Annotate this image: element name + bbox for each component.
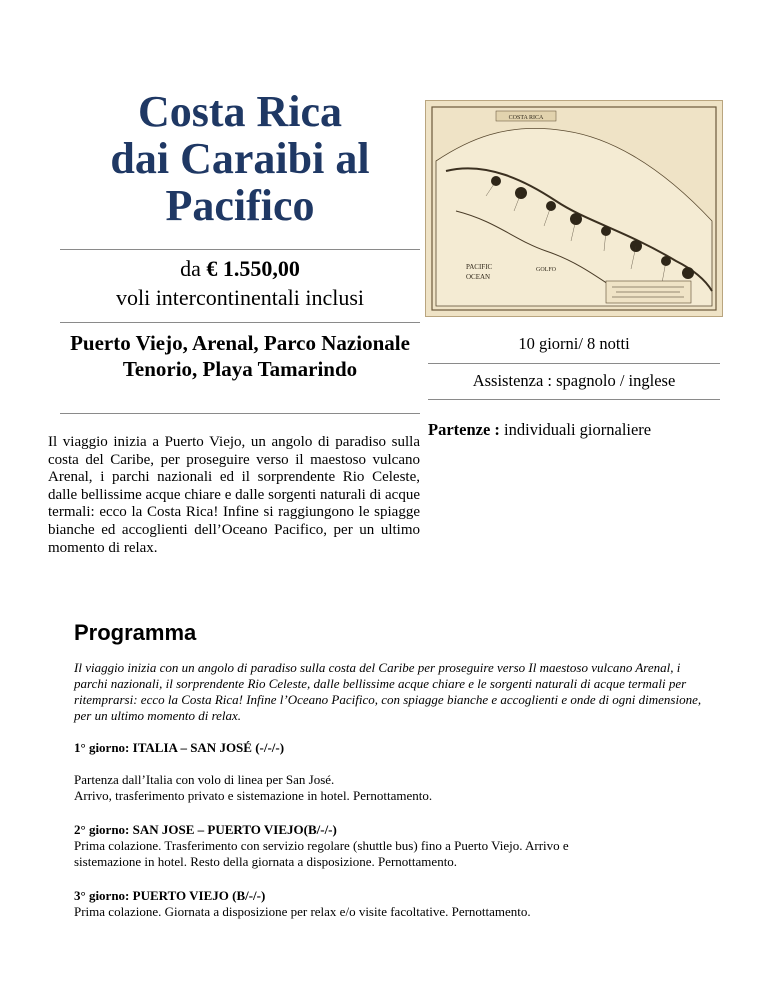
duration: 10 giorni/ 8 notti — [518, 334, 630, 353]
map-label-top: COSTA RICA — [508, 115, 544, 121]
page-title — [60, 88, 420, 229]
day-3-title: 3° giorno: PUERTO VIEJO (B/-/-) — [74, 888, 266, 903]
title-line-2: dai Caraibi al — [110, 134, 370, 183]
destinations: Puerto Viejo, Arenal, Parco Nazionale Tenorio, Playa Tamarindo — [70, 331, 410, 381]
assistance: Assistenza : spagnolo / inglese — [472, 371, 676, 390]
day-3-text — [74, 904, 704, 920]
departures-value: individuali giornaliere — [504, 420, 652, 439]
divider-2 — [60, 322, 420, 323]
title-line-1: Costa Rica — [137, 87, 343, 136]
day-2-line-2: sistemazione in hotel. Resto della giornata a disposizione. Pernottamento. — [74, 854, 458, 869]
day-1-line-1: Partenza dall’Italia con volo di linea per San José. — [74, 772, 335, 787]
intro-paragraph: Il viaggio inizia a Puerto Viejo, un angolo di paradiso sulla costa del Caribe, per proseguire verso il maestoso vulcano Arenal, i parchi nazionali ed il sorprendente Rio Celeste, dalle bellissime acque chiare e dalle sorgenti naturali di acque termali: ecco la Costa Rica! Infine si raggiungono le spiagge bianche ed accoglienti dell’Oceano Pacifico, per un ultimo momento di relax. — [48, 434, 420, 556]
price-value: € 1.550,00 — [206, 256, 300, 281]
price-block — [60, 254, 420, 312]
day-3-line-1: Prima colazione. Giornata a disposizione per relax e/o visite facoltative. Pernottamento. — [74, 904, 531, 919]
price-prefix: da — [180, 256, 201, 281]
day-2-line-1: Prima colazione. Trasferimento con servizio regolare (shuttle bus) fino a Puerto Viejo. Arrivo e — [74, 838, 569, 853]
program-heading: Programma — [74, 620, 197, 645]
day-1-line-2: Arrivo, trasferimento privato e sistemazione in hotel. Pernottamento. — [74, 788, 433, 803]
price-line — [60, 254, 420, 283]
title-line-3: Pacifico — [165, 181, 315, 230]
departures — [428, 420, 728, 440]
departures-label: Partenze : — [428, 420, 500, 439]
antique-map-illustration — [426, 101, 722, 316]
map-image — [425, 100, 723, 317]
day-1-text — [74, 772, 704, 804]
day-2-text — [74, 838, 704, 870]
map-label-gulf: GOLFO — [536, 267, 557, 273]
map-label-pacific: PACIFIC — [466, 263, 493, 271]
divider-1 — [60, 249, 420, 250]
program-summary: Il viaggio inizia con un angolo di paradiso sulla costa del Caribe per proseguire verso Il maestoso vulcano Arenal, i parchi nazionali, il sorprendente Rio Celeste, dalle bellissime acque chiare e le sorgenti naturali di acque termali per ritemprarsi: ecco la Costa Rica! Infine l’Oceano Pacifico, con spiagge bianche e accoglienti e onde di ogni dimensione, per un ultimo momento di relax. — [74, 660, 702, 723]
price-note: voli intercontinentali inclusi — [115, 285, 365, 310]
map-label-ocean: OCEAN — [466, 273, 491, 281]
day-2-title: 2° giorno: SAN JOSE – PUERTO VIEJO(B/-/-) — [74, 822, 337, 837]
divider-side-1 — [428, 363, 720, 364]
day-1-title: 1° giorno: ITALIA – SAN JOSÉ (-/-/-) — [74, 740, 285, 755]
divider-side-2 — [428, 399, 720, 400]
divider-3 — [60, 413, 420, 414]
